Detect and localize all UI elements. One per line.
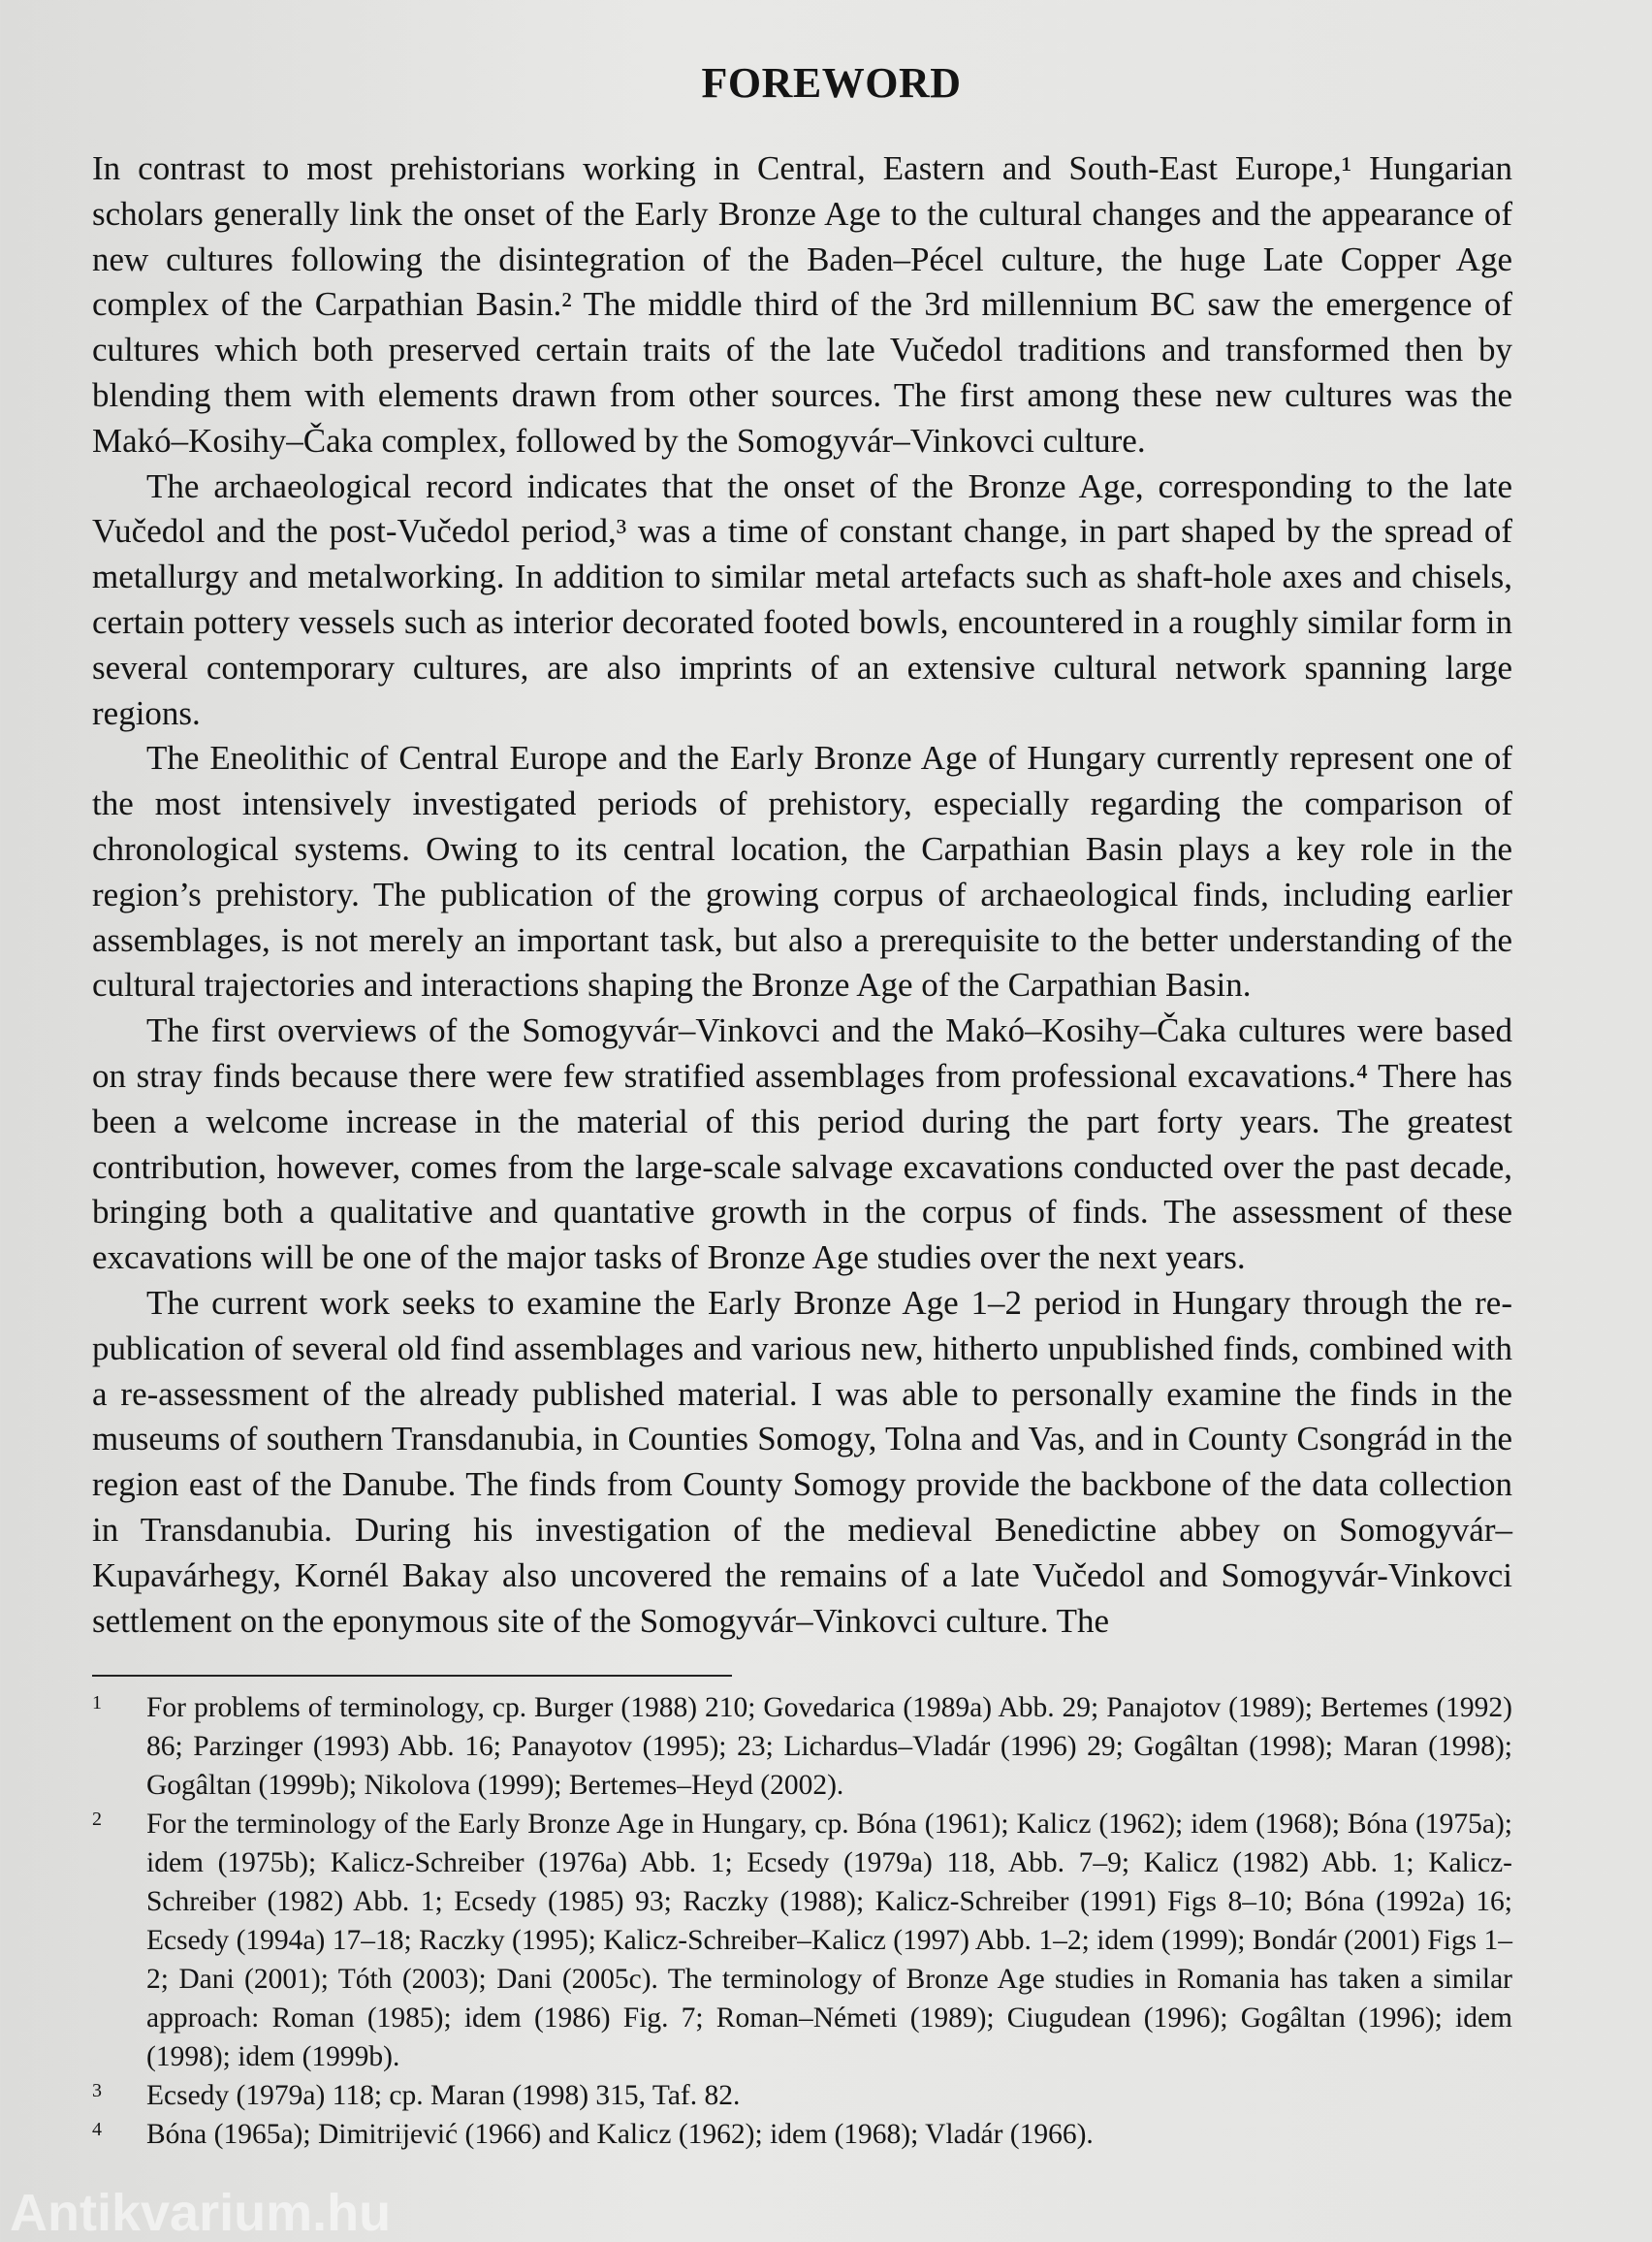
page-title: FOREWORD	[701, 59, 962, 107]
footnote-text: For the terminology of the Early Bronze Age in Hungary, cp. Bóna (1961); Kalicz (1962); idem (1968); Bóna (1975a); idem (1975b); Kalicz-Schreiber (1976a) Abb. 1; Ecsedy (1979a) 118, Abb. 7–9; Kalicz (1982) Abb. 1; Kalicz-Schreiber (1982) Abb. 1; Ecsedy (1985) 93; Raczky (1988); Kalicz-Schreiber (1991) Figs 8–10; Bóna (1992a) 16; Ecsedy (1994a) 17–18; Raczky (1995); Kalicz-Schreiber–Kalicz (1997) Abb. 1–2; idem (1999); Bondár (2001) Figs 1–2; Dani (2001); Tóth (2003); Dani (2005c). The terminology of Bronze Age studies in Romania has taken a similar approach: Roman (1985); idem (1986) Fig. 7; Roman–Németi (1989); Ciugudean (1996); Gogâltan (1996); idem (1998); idem (1999b).	[146, 1809, 1512, 2073]
paragraph-3: The Eneolithic of Central Europe and the Early Bronze Age of Hungary currently represent one of the most intensively investigated periods of prehistory, especially regarding the comparison of chronological systems. Owing to its central location, the Carpathian Basin plays a key role in the region’s prehistory. The publication of the growing corpus of archaeological finds, including earlier assemblages, is not merely an important task, but also a prerequisite to the better understanding of the cultural trajectories and interactions shaping the Bronze Age of the Carpathian Basin.	[92, 739, 1512, 1005]
paragraph-5: The current work seeks to examine the Early Bronze Age 1–2 period in Hungary through the re-publication of several old find assemblages and various new, hitherto unpublished finds, combined with a re-assessment of the already published material. I was able to personally examine the finds in the museums of southern Transdanubia, in Counties Somogy, Tolna and Vas, and in County Csongrád in the region east of the Danube. The finds from County Somogy provide the backbone of the data collection in Transdanubia. During his investigation of the medieval Benedictine abbey on Somogyvár–Kupavárhegy, Kornél Bakay also uncovered the remains of a late Vučedol and Somogyvár-Vinkovci settlement on the eponymous site of the Somogyvár–Vinkovci culture. The	[92, 1283, 1512, 1640]
footnote-text: Ecsedy (1979a) 118; cp. Maran (1998) 315, Taf. 82.	[146, 2080, 741, 2112]
paragraph-1: In contrast to most prehistorians working in Central, Eastern and South-East Europe,¹ Hungarian scholars generally link the onset of the Early Bronze Age to the cultural changes and the appearance of new cultures following the disintegration of the Baden–Pécel culture, the huge Late Copper Age complex of the Carpathian Basin.² The middle third of the 3rd millennium BC saw the emergence of cultures which both preserved certain traits of the late Vučedol traditions and transformed then by blending them with elements drawn from other sources. The first among these new cultures was the Makó–Kosihy–Čaka complex, followed by the Somogyvár–Vinkovci culture.	[92, 149, 1512, 460]
paragraph-2: The archaeological record indicates that the onset of the Bronze Age, corresponding to the late Vučedol and the post-Vučedol period,³ was a time of constant change, in part shaped by the spread of metallurgy and metalworking. In addition to similar metal artefacts such as shaft-hole axes and chisels, certain pottery vessels such as interior decorated footed bowls, encountered in a roughly similar form in several contemporary cultures, are also imprints of an extensive cultural network spanning large regions.	[92, 466, 1512, 732]
footnote-1	[92, 1688, 1512, 1805]
footnote-number: 1	[92, 1692, 102, 1714]
footnote-number: 4	[92, 2119, 102, 2141]
body-text	[92, 146, 1512, 1644]
watermark: Antikvarium.hu	[10, 2184, 392, 2242]
footnote-text: Bóna (1965a); Dimitrijević (1966) and Kalicz (1962); idem (1968); Vladár (1966).	[146, 2119, 1094, 2151]
footnotes	[92, 1688, 1512, 2154]
footnote-4	[92, 2115, 1512, 2154]
footnote-divider	[92, 1675, 732, 1677]
footnote-number: 3	[92, 2080, 102, 2102]
footnote-text: For problems of terminology, cp. Burger (1988) 210; Govedarica (1989a) Abb. 29; Panajotov (1989); Bertemes (1992) 86; Parzinger (1993) Abb. 16; Panayotov (1995); 23; Lichardus–Vladár (1996) 29; Gogâltan (1998); Maran (1998); Gogâltan (1999b); Nikolova (1999); Bertemes–Heyd (2002).	[146, 1692, 1512, 1802]
paragraph-4: The first overviews of the Somogyvár–Vinkovci and the Makó–Kosihy–Čaka cultures were based on stray finds because there were few stratified assemblages from professional excavations.⁴ There has been a welcome increase in the material of this period during the part forty years. The greatest contribution, however, comes from the large-scale salvage excavations conducted over the past decade, bringing both a qualitative and quantative growth in the corpus of finds. The assessment of these excavations will be one of the major tasks of Bronze Age studies over the next years.	[92, 1011, 1512, 1277]
footnote-number: 2	[92, 1809, 102, 1831]
footnote-2	[92, 1805, 1512, 2076]
footnote-3	[92, 2076, 1512, 2115]
book-page	[92, 58, 1512, 2154]
